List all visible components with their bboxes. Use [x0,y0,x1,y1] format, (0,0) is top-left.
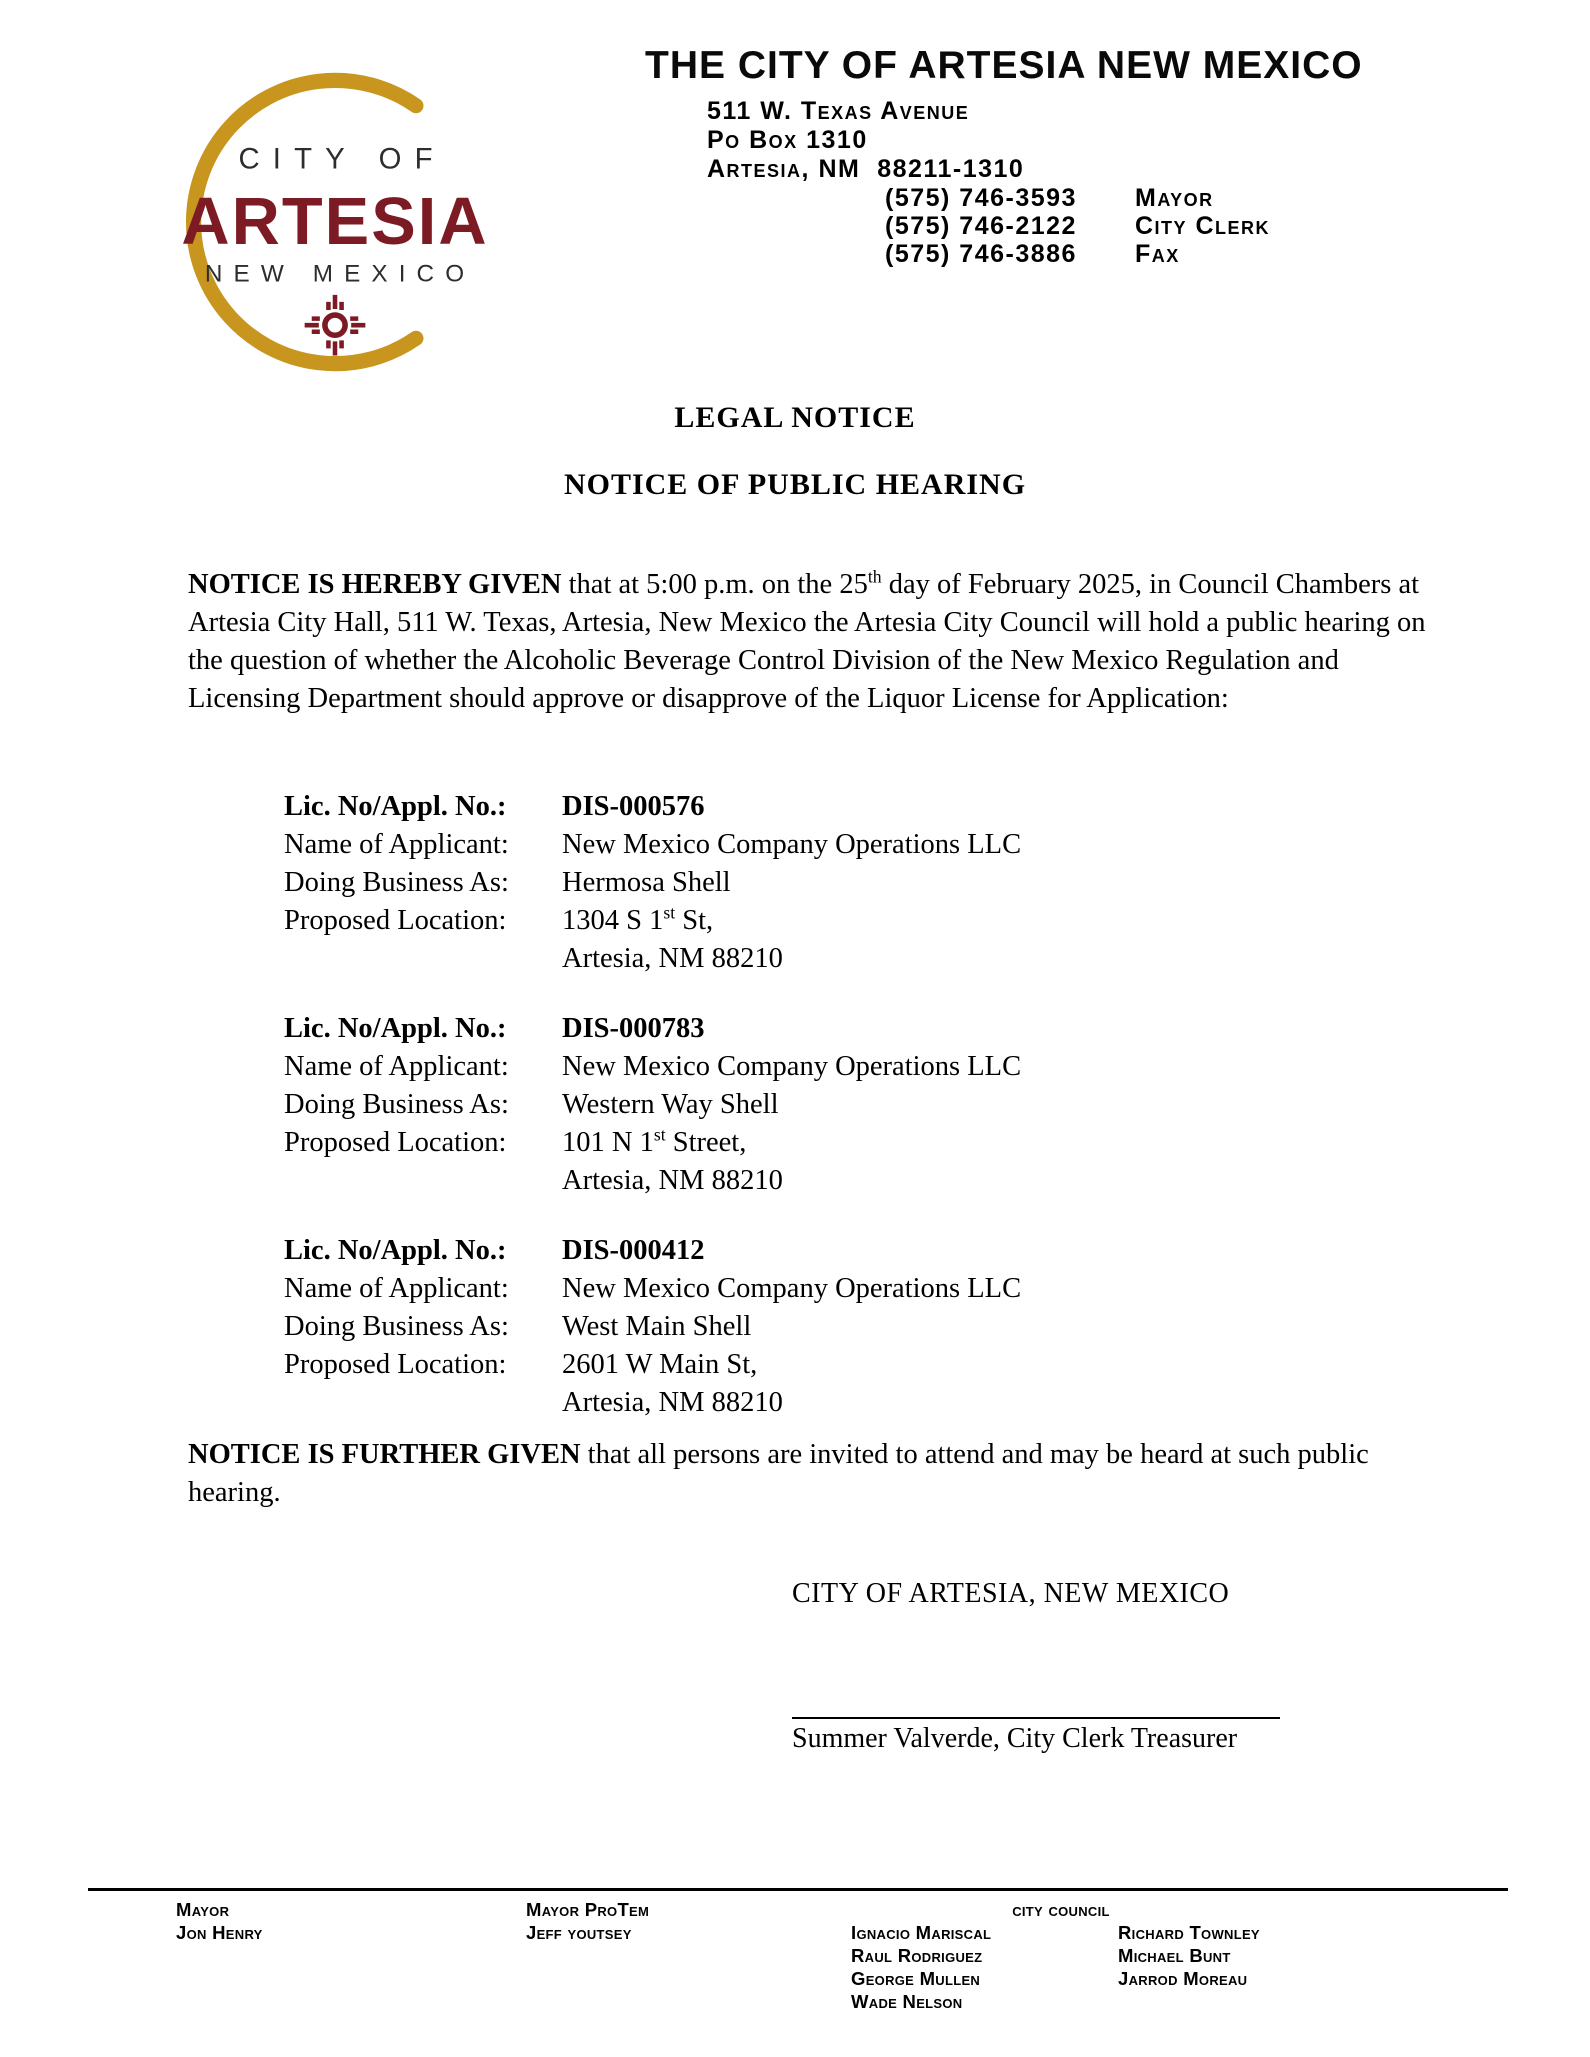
applicant-row [284,826,1021,864]
phone-number: (575) 746-2122 [885,212,1077,240]
logo-artesia-text: ARTESIA [181,185,489,260]
notice-intro-lead: NOTICE IS HEREBY GIVEN [188,569,562,600]
dba-value: Hermosa Shell [562,867,731,898]
notice-intro-text: day of February 2025, in Council Chambers at Artesia City Hall, 511 W. Texas, Artesia, New Mexico the Artesia City Council will hold a public hearing on the question of whether the Alcoholic Beverage Control Division of the New Mexico Regulation and Licensing Department should approve or disapprove of the Liquor License for Application: [188,569,1426,714]
city-row [284,1162,1021,1200]
phone-label: Fax [1135,240,1180,268]
artesia-logo-svg [158,55,512,389]
applicant-value: New Mexico Company Operations LLC [562,829,1022,860]
field-label-spacer [284,940,562,978]
field-label: Name of Applicant: [284,1051,509,1082]
license-number-row [284,1232,1021,1270]
logo-city-of-text: CITY OF [238,142,446,176]
license-number-row [284,1010,1021,1048]
notice-intro-paragraph [188,566,1436,718]
application-block [284,1232,1021,1422]
zia-sun-icon [305,295,366,356]
field-label: Name of Applicant: [284,1273,509,1304]
footer-council-lists [851,1921,1371,2013]
further-notice-lead: NOTICE IS FURTHER GIVEN [188,1439,581,1470]
phone-number: (575) 746-3886 [885,240,1077,268]
footer-council-title: city council [1012,1899,1110,1920]
council-member: Richard Townley [1118,1922,1260,1943]
legal-notice-heading: LEGAL NOTICE [674,401,916,434]
field-label: Doing Business As: [284,1089,509,1120]
street-value [562,902,713,940]
council-member: Ignacio Mariscal [851,1922,992,1943]
footer-divider [88,1888,1508,1891]
license-applications [284,788,1021,1454]
footer-council-column [851,1898,1371,2013]
city-value: Artesia, NM 88210 [562,1165,783,1196]
phone-row [885,240,1445,268]
artesia-logo [158,55,512,389]
field-label: Doing Business As: [284,867,509,898]
footer-mayor-name: Jon Henry [176,1922,263,1943]
footer-mayor-title: Mayor [176,1899,230,1920]
signatory-organization: CITY OF ARTESIA, NEW MEXICO [792,1578,1230,1609]
location-row [284,1346,1021,1384]
letterhead-phones [885,184,1445,268]
dba-row [284,1086,1021,1124]
council-member: Michael Bunt [1118,1945,1231,1966]
council-member: George Mullen [851,1968,981,1989]
footer-protem-name: Jeff youtsey [526,1922,632,1943]
ordinal-superscript: st [653,1124,666,1145]
ordinal-superscript: st [663,902,676,923]
field-label: Proposed Location: [284,1127,507,1158]
address-line: 511 W. Texas Avenue [707,97,970,125]
license-number-value: DIS-000412 [562,1235,705,1266]
letterhead-address [707,97,1445,184]
council-member: Jarrod Moreau [1118,1968,1248,1989]
applicant-value: New Mexico Company Operations LLC [562,1051,1022,1082]
city-row [284,940,1021,978]
council-member: Wade Nelson [851,1991,963,2012]
field-label-spacer [284,1162,562,1200]
street-text: 101 N 1 [562,1127,654,1158]
dba-value: West Main Shell [562,1311,752,1342]
field-label: Proposed Location: [284,905,507,936]
applicant-row [284,1270,1021,1308]
application-block [284,788,1021,978]
applicant-row [284,1048,1021,1086]
city-value: Artesia, NM 88210 [562,1387,783,1418]
street-value [562,1346,757,1384]
field-label: Lic. No/Appl. No.: [284,1013,507,1044]
street-text: 1304 S 1 [562,905,664,936]
council-member-list [1118,1921,1260,2013]
dba-value: Western Way Shell [562,1089,779,1120]
field-label: Doing Business As: [284,1311,509,1342]
phone-label: Mayor [1135,184,1214,212]
footer-protem-column [526,1898,649,1944]
field-label-spacer [284,1384,562,1422]
further-notice-paragraph [188,1436,1436,1512]
location-row [284,902,1021,940]
phone-number: (575) 746-3593 [885,184,1077,212]
application-block [284,1010,1021,1200]
address-line: Artesia, NM 88211-1310 [707,155,1025,183]
field-label: Lic. No/Appl. No.: [284,1235,507,1266]
field-label: Name of Applicant: [284,829,509,860]
field-label: Proposed Location: [284,1349,507,1380]
phone-row [885,212,1445,240]
letterhead-title: THE CITY OF ARTESIA NEW MEXICO [645,44,1363,87]
street-text: St, [675,905,714,936]
further-notice-text: that all persons are invited to attend and may be heard at such public hearing. [188,1439,1369,1508]
license-number-row [284,788,1021,826]
city-row [284,1384,1021,1422]
dba-row [284,1308,1021,1346]
footer-protem-title: Mayor ProTem [526,1899,650,1920]
license-number-value: DIS-000576 [562,791,705,822]
street-text: Street, [665,1127,747,1158]
signatory-name: Summer Valverde, City Clerk Treasurer [792,1723,1238,1754]
city-value: Artesia, NM 88210 [562,943,783,974]
location-row [284,1124,1021,1162]
ordinal-superscript: th [867,566,882,587]
applicant-value: New Mexico Company Operations LLC [562,1273,1022,1304]
council-member: Raul Rodriguez [851,1945,983,1966]
street-text: 2601 W Main St, [562,1349,758,1380]
letterhead [645,44,1445,268]
notice-intro-text: that at 5:00 p.m. on the 25 [561,569,868,600]
street-value [562,1124,746,1162]
phone-row [885,184,1445,212]
license-number-value: DIS-000783 [562,1013,705,1044]
field-label: Lic. No/Appl. No.: [284,791,507,822]
phone-label: City Clerk [1135,212,1271,240]
public-hearing-heading: NOTICE OF PUBLIC HEARING [563,468,1027,501]
signature-block [792,1717,1280,1755]
address-line: Po Box 1310 [707,126,868,154]
council-member-list [851,1921,1118,2013]
logo-new-mexico-text: NEW MEXICO [204,260,476,288]
footer-mayor-column [176,1898,263,1944]
dba-row [284,864,1021,902]
